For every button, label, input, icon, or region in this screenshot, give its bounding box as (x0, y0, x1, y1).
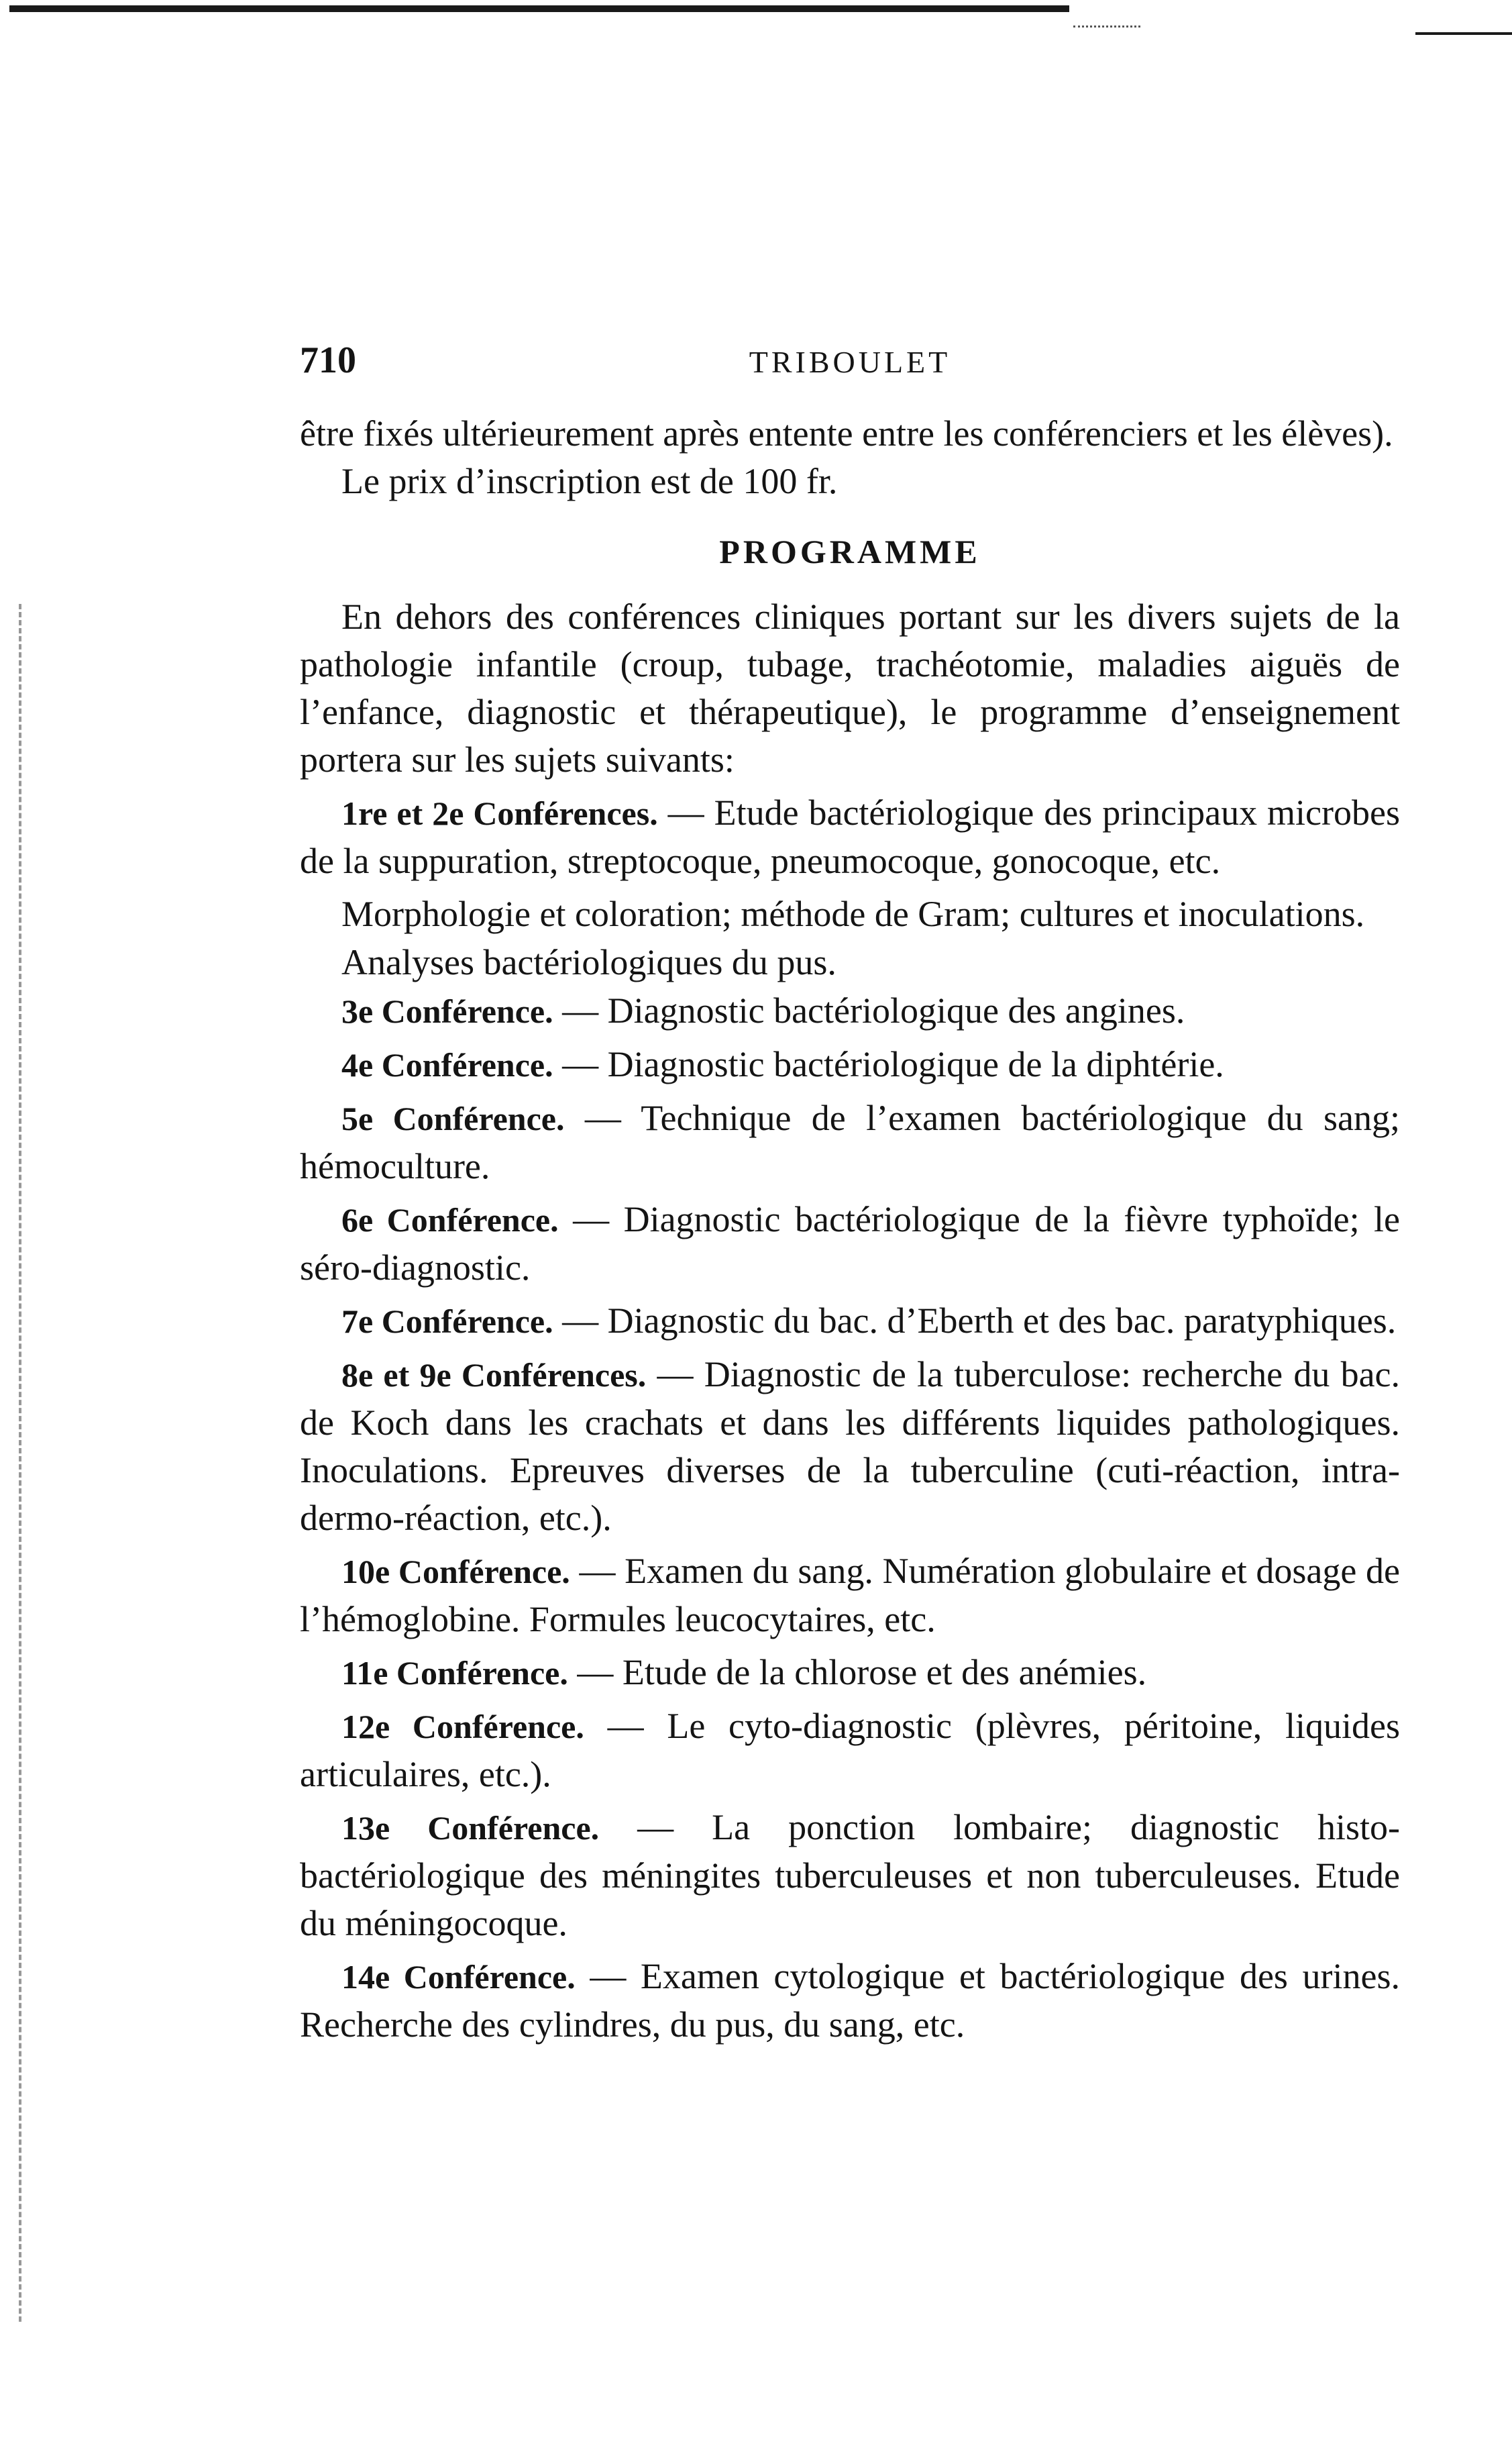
conference-item (300, 1649, 1400, 1697)
conference-label: 5e Conférence. (341, 1100, 565, 1137)
scan-left-edge (19, 604, 25, 2322)
conference-label: 11e Conférence. (341, 1654, 568, 1692)
conference-item (300, 1547, 1400, 1643)
conference-item (300, 987, 1400, 1035)
conference-item (300, 1702, 1400, 1798)
programme-intro: En dehors des conférences cliniques portant sur les divers sujets de la pathologie infantile (croup, tubage, trachéotomie, maladies aiguës de l’enfance, diagnostic et thérapeutique), le programme d’enseignement portera sur les sujets suivants: (300, 597, 1400, 780)
page-header (300, 339, 1400, 390)
conference-text: — La ponction lombaire; diagnostic histo-bactériologique des méningites tuberculeuses et non tuberculeuses. Etude du méningocoque. (300, 1807, 1401, 1943)
conference-text: — Diagnostic de la tuberculose: recherche du bac. de Koch dans les crachats et dans les différents liquides pathologiques. Inoculations. Epreuves diverses de la tuberculine (cuti-réaction, intra-dermo-réaction, etc.). (300, 1354, 1401, 1538)
conference-label: 3e Conférence. (341, 992, 553, 1030)
conference-item (300, 1094, 1400, 1190)
conference-label: 4e Conférence. (341, 1046, 553, 1084)
conference-label: 14e Conférence. (341, 1958, 576, 1996)
book-page (300, 339, 1400, 2049)
scan-top-dots (1073, 25, 1140, 28)
conference-text: — Examen cytologique et bactériologique des urines. Recherche des cylindres, du pus, du sang, etc. (300, 1956, 1401, 2045)
conference-text: — Etude de la chlorose et des anémies. (577, 1652, 1147, 1692)
conference-item (300, 939, 1400, 987)
conference-label: 6e Conférence. (341, 1201, 559, 1239)
conference-text: — Technique de l’examen bactériologique du sang; hémoculture. (300, 1098, 1401, 1186)
conference-item (300, 1041, 1400, 1089)
scan-top-rule-right (1415, 32, 1512, 35)
conference-text: — Diagnostic bactériologique de la diphtérie. (562, 1044, 1224, 1084)
conference-item (300, 1297, 1400, 1345)
conference-item (300, 1953, 1400, 2049)
conference-text: — Examen du sang. Numération globulaire et dosage de l’hémoglobine. Formules leucocytaires, etc. (300, 1551, 1400, 1639)
conference-text: — Le cyto-diagnostic (plèvres, péritoine, liquides articulaires, etc.). (300, 1706, 1401, 1794)
conference-label: 7e Conférence. (341, 1302, 553, 1340)
conference-label: 1re et 2e Conférences. (341, 794, 658, 832)
scan-top-rule (9, 5, 1069, 12)
conference-text: Analyses bactériologiques du pus. (341, 942, 836, 982)
conference-text: — Diagnostic du bac. d’Eberth et des bac. paratyphiques. (562, 1300, 1397, 1341)
conference-label: 10e Conférence. (341, 1553, 570, 1590)
page-number: 710 (300, 340, 356, 381)
conference-item (300, 890, 1400, 939)
conference-text: Morphologie et coloration; méthode de Gram; cultures et inoculations. (341, 894, 1365, 934)
conference-item (300, 1351, 1400, 1542)
conference-label: 13e Conférence. (341, 1809, 600, 1847)
conference-label: 8e et 9e Conférences. (341, 1356, 647, 1394)
conference-text: — Etude bactériologique des principaux microbes de la suppuration, streptocoque, pneumocoque, gonocoque, etc. (300, 792, 1400, 881)
conference-text: — Diagnostic bactériologique des angines. (562, 990, 1185, 1031)
conference-item (300, 789, 1400, 885)
running-title: TRIBOULET (749, 345, 951, 379)
programme-heading: PROGRAMME (719, 533, 981, 570)
conference-label: 12e Conférence. (341, 1708, 584, 1745)
conference-text: — Diagnostic bactériologique de la fièvre typhoïde; le séro-diagnostic. (300, 1199, 1401, 1288)
conference-item (300, 1196, 1400, 1292)
continuation-paragraph: être fixés ultérieurement après entente entre les conférenciers et les élèves). (300, 413, 1393, 454)
price-paragraph: Le prix d’inscription est de 100 fr. (341, 461, 838, 501)
conference-item (300, 1804, 1400, 1947)
